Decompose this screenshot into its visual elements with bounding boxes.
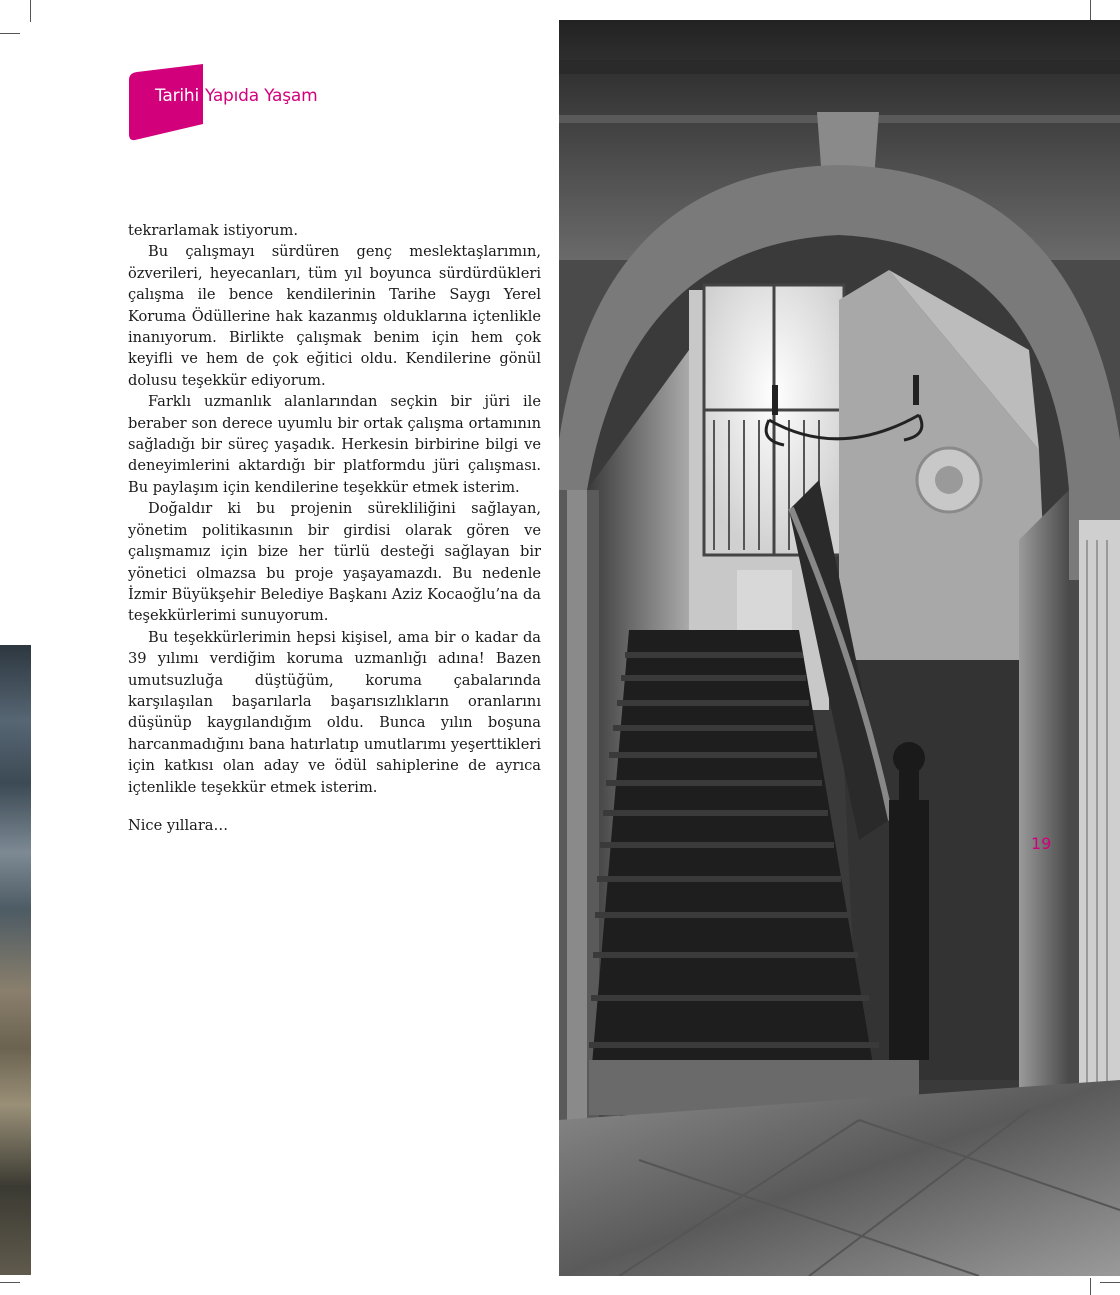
paragraph: Bu teşekkürlerimin hepsi kişisel, ama bir o kadar da 39 yılımı verdiğim koruma uzmanlığı adına! Bazen umutsuzluğa düştüğüm, koruma çabalarında karşılaşılan başarılarla başarısızlıkların oranlarını düşünüp kaygılandığım oldu. Bunca yılın boşuna harcanmadığını bana hatırlatıp umutlarımı yeşerttikleri için katkısı olan aday ve ödül sahiplerine de ayrıca içtenlikle teşekkür etmek isterim. xyxy=(128,628,541,796)
paragraph: Bu çalışmayı sürdüren genç meslektaşlarımın, özverileri, heyecanları, tüm yıl boyunca sürdürdükleri çalışma ile bence kendilerinin Tarihe Saygı Yerel Koruma Ödüllerine hak kazanmış olduklarına içtenlikle inanıyorum. Birlikte çalışmak benim için hem çok keyifli ve hem de çok eğitici oldu. Kendilerine gönül dolusu teşekkür ediyorum. xyxy=(128,243,541,389)
crop-mark xyxy=(0,33,20,34)
closing-line: Nice yıllara… xyxy=(128,816,229,834)
page-number: 19 xyxy=(1031,834,1052,853)
paragraph: Doğaldır ki bu projenin sürekliliğini sağlayan, yönetim politikasının bir girdisi olarak gören ve çalışmamız için bize her türlü desteği sağlayan bir yönetici olmazsa bu proje yaşayamazdı. Bu nedenle İzmir Büyükşehir Belediye Başkanı Aziz Kocaoğlu’na da teşekkürlerimi sunuyorum. xyxy=(128,500,541,625)
section-title-rest: Yapıda Yaşam xyxy=(205,86,318,106)
section-title xyxy=(155,84,317,108)
section-title-highlight: Tarihi xyxy=(155,86,199,106)
adjacent-photo-strip xyxy=(0,645,31,1275)
crop-mark xyxy=(1090,1278,1091,1295)
crop-mark xyxy=(1100,1282,1120,1283)
staircase-photo xyxy=(559,20,1120,1276)
crop-mark xyxy=(30,0,31,22)
paragraph: Farklı uzmanlık alanlarından seçkin bir jüri ile beraber son derece uyumlu bir ortak çalışma ortamının sağladığı bir süreç yaşadık. Herkesin birbirine bilgi ve deneyimlerini aktardığı bir platformdu jüri çalışması. Bu paylaşım için kendilerine teşekkür etmek isterim. xyxy=(128,393,541,496)
crop-mark xyxy=(0,1282,20,1283)
crop-mark xyxy=(1090,0,1091,22)
body-text xyxy=(128,220,541,836)
paragraph: tekrarlamak istiyorum. xyxy=(128,222,298,239)
